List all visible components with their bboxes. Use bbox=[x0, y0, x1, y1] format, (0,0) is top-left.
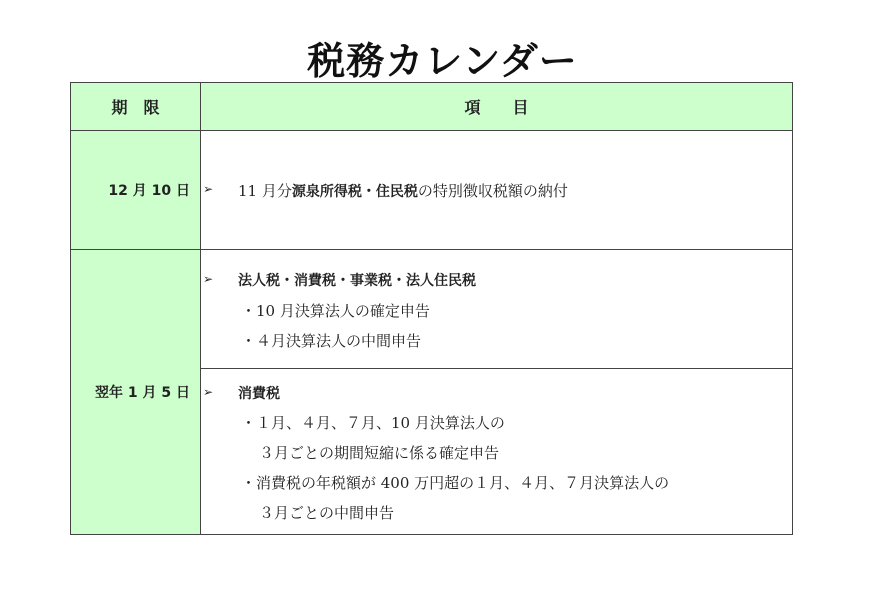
section-heading: 消費税 bbox=[238, 386, 280, 402]
arrow-bullet-icon: ➢ bbox=[203, 182, 214, 196]
table-header-row bbox=[71, 83, 793, 131]
item-prefix: 11 月分 bbox=[238, 182, 292, 200]
item-line: ・10 月決算法人の確定申告 bbox=[241, 302, 430, 320]
header-items: 項 目 bbox=[201, 83, 793, 131]
item-suffix: の特別徴収税額の納付 bbox=[417, 182, 568, 200]
item-cell bbox=[201, 250, 793, 369]
page-title: 税務カレンダー bbox=[307, 39, 578, 83]
table-row bbox=[71, 131, 793, 250]
item-line: ３月ごとの中間申告 bbox=[259, 504, 395, 522]
item-line: ・消費税の年税額が 400 万円超の１月、４月、７月決算法人の bbox=[241, 474, 670, 492]
tax-calendar-table bbox=[70, 82, 793, 535]
deadline-cell: 12 月 10 日 bbox=[71, 131, 201, 250]
item-line: ・１月、４月、７月、10 月決算法人の bbox=[241, 414, 505, 432]
item-bold: 源泉所得税・住民税 bbox=[291, 184, 418, 200]
section-heading: 法人税・消費税・事業税・法人住民税 bbox=[238, 273, 476, 289]
item-cell bbox=[201, 131, 793, 250]
item-line bbox=[238, 180, 568, 201]
table-row bbox=[71, 250, 793, 369]
arrow-bullet-icon: ➢ bbox=[203, 385, 214, 399]
item-line: ・４月決算法人の中間申告 bbox=[241, 332, 422, 350]
item-cell bbox=[201, 369, 793, 535]
item-line: ３月ごとの期間短縮に係る確定申告 bbox=[259, 444, 500, 462]
arrow-bullet-icon: ➢ bbox=[203, 272, 214, 286]
deadline-cell: 翌年 1 月 5 日 bbox=[71, 250, 201, 535]
header-deadline: 期 限 bbox=[71, 83, 201, 131]
